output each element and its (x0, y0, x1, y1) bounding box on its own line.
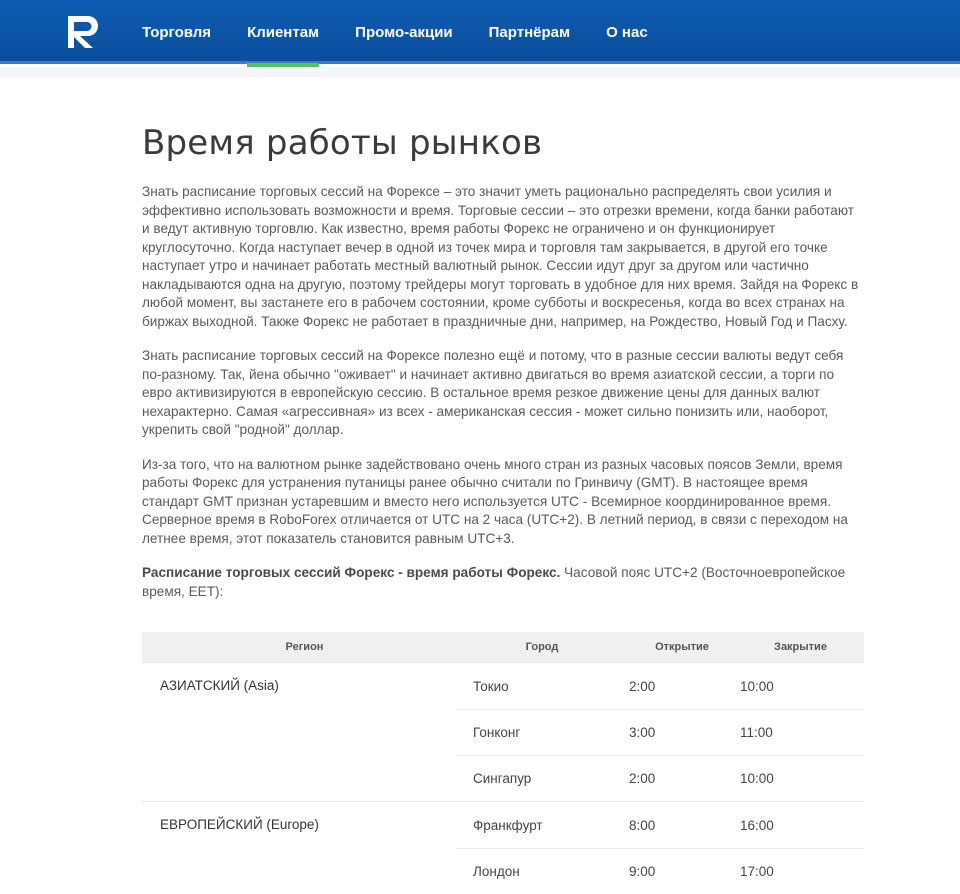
city-cell: Гонконг (473, 725, 521, 740)
intro-paragraph: Знать расписание торговых сессий на Форексе – это значит уметь рационально распределять свои усилия и эффективно использовать возможности и время. Торговые сессии – это отрезки времени, когда банки работают и ведут активную торговлю. Как известно, время работы Форекс не ограничено и он функционирует круглосуточно. Когда наступает вечер в одной из точек мира и торговля там закрывается, в другой его точке наступает утро и начинает работать местный валютный рынок. Сессии идут друг за другом или частично накладываются одна на другую, поэтому трейдеры могут торговать в удобное для них время. Зайдя на Форекс в любой момент, вы застанете его в рабочем состоянии, кроме субботы и воскресенья, когда во всех странах на биржах выходной. Также Форекс не работает в праздничные дни, например, на Рождество, Новый Год и Пасху. (142, 184, 859, 329)
top-navbar (0, 0, 960, 64)
table-row (456, 709, 864, 755)
table-row (456, 802, 864, 848)
city-cell: Токио (473, 678, 509, 694)
city-cell: Сингапур (473, 771, 532, 786)
page-title: Время работы рынков (142, 123, 543, 163)
region-name: АЗИАТСКИЙ (Asia) (160, 678, 279, 693)
schedule-caption-bold: Расписание торговых сессий Форекс - время работы Форекс. (142, 565, 561, 580)
schedule-caption-rest: Часовой пояс UTC+2 (Восточноевропейское время, EET): (142, 565, 846, 599)
open-cell: 2:00 (629, 771, 656, 786)
close-cell: 11:00 (740, 725, 773, 740)
close-cell: 16:00 (740, 817, 774, 833)
table-row (456, 848, 864, 894)
header-open: Открытие (655, 641, 709, 653)
close-cell: 10:00 (740, 678, 774, 694)
sessions-table (142, 632, 864, 894)
open-cell: 3:00 (629, 725, 656, 740)
region-name: ЕВРОПЕЙСКИЙ (Europe) (160, 817, 319, 832)
main-content (142, 80, 864, 601)
region-asia (142, 662, 864, 801)
region-europe (142, 801, 864, 894)
table-header (142, 632, 864, 662)
nav-item-promo[interactable]: Промо-акции (355, 24, 453, 41)
roboforex-logo[interactable] (66, 14, 103, 50)
sessions-paragraph: Знать расписание торговых сессий на Форексе полезно ещё и потому, что в разные сессии валюты ведут себя по-разному. Так, йена обычно "оживает" и начинает активно двигаться во время азиатской сессии, а торги по евро активизируются в европейскую сессию. В остальное время резкое движение цены для данных валют нехарактерно. Самая «агрессивная» из всех - американская сессия - может сильно понизить или, наоборот, укрепить свой "родной" доллар. (142, 348, 844, 437)
close-cell: 17:00 (740, 864, 774, 879)
schedule-caption (142, 564, 864, 601)
header-close: Закрытие (774, 641, 827, 653)
table-row (456, 663, 864, 709)
city-cell: Лондон (473, 864, 520, 879)
open-cell: 9:00 (629, 864, 656, 879)
open-cell: 2:00 (629, 678, 656, 694)
nav-item-about[interactable]: О нас (606, 24, 648, 41)
breadcrumb-bar (0, 67, 960, 77)
table-row (456, 755, 864, 801)
nav-item-clients[interactable]: Клиентам (229, 0, 337, 64)
close-cell: 10:00 (740, 771, 774, 786)
nav-item-trading[interactable]: Торговля (142, 24, 212, 41)
timezone-paragraph: Из-за того, что на валютном рынке задействовано очень много стран из разных часовых поясов Земли, время работы Форекс для устранения путаницы ранее обычно считали по Гринвичу (GMT). В настоящее время стандарт GMT признан устаревшим и вместо него используется UTC - Всемирное координированное время. Серверное время в RoboForex отличается от UTC на 2 часа (UTC+2). В летний период, в связи с переходом на летнее время, этот показатель становится равным UTC+3. (142, 456, 848, 546)
nav-item-partners[interactable]: Партнёрам (488, 24, 571, 41)
main-nav (124, 0, 666, 64)
header-region: Регион (285, 641, 324, 653)
header-city: Город (525, 641, 559, 653)
city-cell: Франкфурт (473, 817, 543, 833)
open-cell: 8:00 (629, 817, 656, 833)
